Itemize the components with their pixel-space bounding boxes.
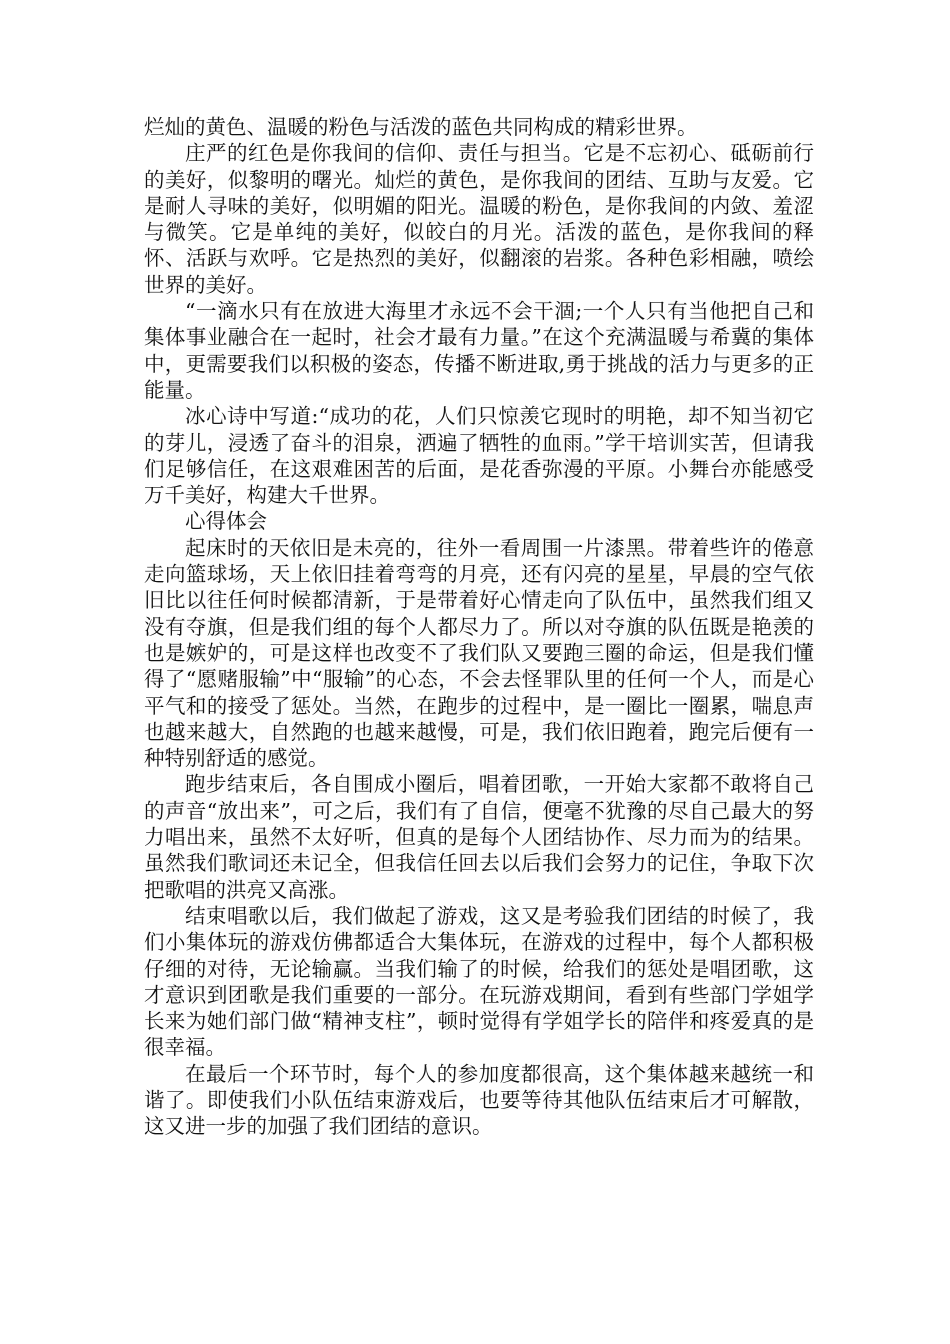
document-body [144,114,814,1140]
paragraph-quote-water: “一滴水只有在放进大海里才永远不会干涸;一个人只有当他把自己和集体事业融合在一起时，社会才最有力量。”在这个充满温暖与希冀的集体中，更需要我们以积极的姿态，传播不断进取,勇于挑战的活力与更多的正能量。 [144,299,814,402]
paragraph-bingxin: 冰心诗中写道:“成功的花，人们只惊羡它现时的明艳，却不知当初它的芽儿，浸透了奋斗的泪泉，洒遍了牺牲的血雨。”学干培训实苦，但请我们足够信任，在这艰难困苦的后面，是花香弥漫的平原。小舞台亦能感受万千美好，构建大千世界。 [144,404,814,508]
paragraph-games: 结束唱歌以后，我们做起了游戏，这又是考验我们团结的时候了，我们小集体玩的游戏仿佛都适合大集体玩，在游戏的过程中，每个人都积极仔细的对待，无论输赢。当我们输了的时候，给我们的惩处是唱团歌，这才意识到团歌是我们重要的一部分。在玩游戏期间，看到有些部门学姐学长来为她们部门做“精神支柱”，顿时觉得有学姐学长的陪伴和疼爱真的是很幸福。 [144,903,814,1060]
paragraph-morning-run: 起床时的天依旧是未亮的，往外一看周围一片漆黑。带着些许的倦意走向篮球场，天上依旧挂着弯弯的月亮，还有闪亮的星星，早晨的空气依旧比以往任何时候都清新，于是带着好心情走向了队伍中，虽然我们组又没有夺旗，但是我们组的每个人都尽力了。所以对夺旗的队伍既是艳羡的也是嫉妒的，可是这样也改变不了我们队又要跑三圈的命运，但是我们懂得了“愿赌服输”中“服输”的心态，不会去怪罪队里的任何一个人，而是心平气和的接受了惩处。当然，在跑步的过程中，是一圈比一圈累，喘息声也越来越大，自然跑的也越来越慢，可是，我们依旧跑着，跑完后便有一种特别舒适的感觉。 [144,535,814,771]
section-heading: 心得体会 [185,509,267,534]
paragraph-final-session: 在最后一个环节时，每个人的参加度都很高，这个集体越来越统一和谐了。即使我们小队伍结束游戏后，也要等待其他队伍结束后才可解散，这又进一步的加强了我们团结的意识。 [144,1061,814,1139]
paragraph-continued: 烂灿的黄色、温暖的粉色与活泼的蓝色共同构成的精彩世界。 [144,115,698,139]
paragraph-team-song: 跑步结束后，各自围成小圈后，唱着团歌，一开始大家都不敢将自己的声音“放出来”，可之后，我们有了自信，便毫不犹豫的尽自己最大的努力唱出来，虽然不太好听，但真的是每个人团结协作、尽力而为的结果。虽然我们歌词还未记全，但我信任回去以后我们会努力的记住，争取下次把歌唱的洪亮又高涨。 [144,772,814,902]
paragraph-colors: 庄严的红色是你我间的信仰、责任与担当。它是不忘初心、砥砺前行的美好，似黎明的曙光。灿烂的黄色，是你我间的团结、互助与友爱。它是耐人寻味的美好，似明媚的阳光。温暖的粉色，是你我间的内敛、羞涩与微笑。它是单纯的美好，似皎白的月光。活泼的蓝色，是你我间的释怀、活跃与欢呼。它是热烈的美好，似翻滚的岩浆。各种色彩相融，喷绘世界的美好。 [144,141,814,297]
